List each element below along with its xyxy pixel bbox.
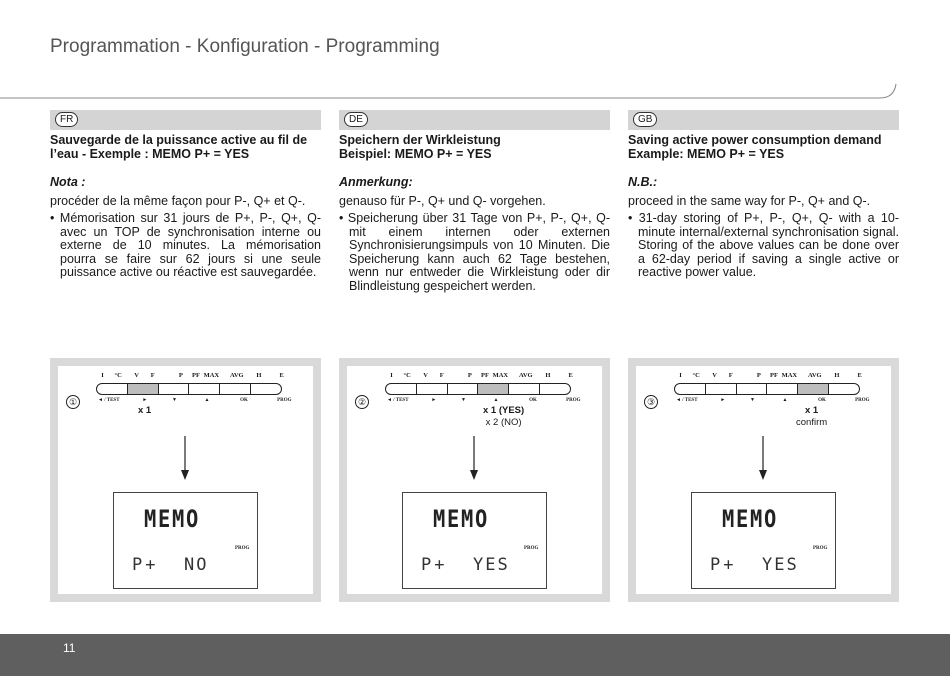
key-function-label: ◄ / TEST <box>676 398 698 403</box>
key-label: I <box>101 372 104 379</box>
keyboard-top-labels <box>676 372 862 382</box>
lcd-display <box>691 492 836 589</box>
step-panel-2 <box>339 358 610 602</box>
key[interactable] <box>386 384 417 394</box>
lcd-prog-indicator: PROG <box>813 546 828 551</box>
key-pressed[interactable] <box>478 384 509 394</box>
keypad <box>674 383 860 395</box>
lang-bar <box>628 110 899 130</box>
key-label: PF <box>770 372 778 379</box>
lcd-line-memo: MEMO <box>433 505 489 533</box>
key-function-label: ▲ <box>493 398 499 403</box>
key-label: H <box>256 372 262 379</box>
key[interactable] <box>251 384 281 394</box>
press-count: x 1 <box>804 405 819 416</box>
key-function-label: PROG <box>566 398 581 403</box>
press-count: x 1 (YES) <box>483 405 525 416</box>
key[interactable] <box>767 384 798 394</box>
key-label: MAX <box>203 372 220 379</box>
key-label: MAX <box>781 372 798 379</box>
down-arrow-icon <box>180 436 190 480</box>
key[interactable] <box>189 384 220 394</box>
key-label: E <box>279 372 284 379</box>
lcd-display <box>113 492 258 589</box>
key[interactable] <box>97 384 128 394</box>
lang-badge-gb: GB <box>633 112 657 127</box>
step-diagram <box>636 366 891 594</box>
press-count: x 1 <box>138 405 152 416</box>
key-label: E <box>568 372 573 379</box>
page-title: Programmation - Konfiguration - Programming <box>50 36 440 57</box>
key-label: H <box>545 372 551 379</box>
key-label: H <box>834 372 840 379</box>
note-label: N.B.: <box>628 175 658 189</box>
lang-badge-de: DE <box>344 112 368 127</box>
lcd-line-memo: MEMO <box>722 505 778 533</box>
key[interactable] <box>417 384 448 394</box>
key-label: °C <box>692 372 700 379</box>
column-de <box>339 110 610 294</box>
key-function-label: OK <box>240 398 248 403</box>
key-label: F <box>728 372 733 379</box>
keyboard-bottom-labels <box>676 398 870 406</box>
key-pressed[interactable] <box>798 384 829 394</box>
key[interactable] <box>220 384 251 394</box>
key-function-label: ▼ <box>461 398 466 403</box>
keyboard-top-labels <box>98 372 284 382</box>
heading-line: Sauvegarde de la puissance active au fil de <box>50 133 308 147</box>
heading-line: Speichern der Wirkleistung <box>339 133 501 147</box>
heading-line: Saving active power consumption demand <box>628 133 882 147</box>
bullet-text: • Mémorisation sur 31 jours de P+, P-, Q+, Q- avec un TOP de synchronisation interne ou externe de 10 minutes. La mémorisation pourra se faire sur 62 jours si une seule puissance active ou réactive est sauvegardée. <box>50 211 321 280</box>
key-function-label: ▲ <box>782 398 788 403</box>
lcd-value: YES <box>762 555 799 575</box>
keypad <box>385 383 571 395</box>
note-text: proceed in the same way for P-, Q+ and Q-. <box>628 194 871 208</box>
step-panel-1 <box>50 358 321 602</box>
key[interactable] <box>675 384 706 394</box>
press-note: confirm <box>796 417 828 428</box>
bullet-text: • 31-day storing of P+, P-, Q+, Q- with a 10-minute internal/external synchronisation signal. Storing of the above values can be done over a 62-day period if saving a single active or reactive power value. <box>628 211 899 280</box>
key[interactable] <box>540 384 570 394</box>
section-heading <box>628 133 899 161</box>
key-function-label: PROG <box>855 398 870 403</box>
key-pressed[interactable] <box>128 384 159 394</box>
key-label: °C <box>114 372 122 379</box>
key-label: F <box>150 372 155 379</box>
key-label: AVG <box>808 372 822 379</box>
key-label: °C <box>403 372 411 379</box>
press-instruction <box>483 405 524 429</box>
key-function-label: ▼ <box>750 398 755 403</box>
key-label: MAX <box>492 372 509 379</box>
lcd-prog-indicator: PROG <box>235 546 250 551</box>
key-label: AVG <box>230 372 244 379</box>
key-function-label: ◄ / TEST <box>387 398 409 403</box>
heading-line: Example: MEMO P+ = YES <box>628 147 785 161</box>
lang-bar <box>50 110 321 130</box>
key-label: I <box>679 372 682 379</box>
key-function-label: ► <box>431 398 437 403</box>
key[interactable] <box>159 384 190 394</box>
section-heading <box>339 133 610 161</box>
lang-badge-fr: FR <box>55 112 78 127</box>
down-arrow-icon <box>758 436 768 480</box>
lcd-prog-indicator: PROG <box>524 546 539 551</box>
keypad <box>96 383 282 395</box>
key-function-label: OK <box>818 398 826 403</box>
step-number: ② <box>355 395 369 409</box>
key-function-label: ▼ <box>172 398 177 403</box>
lcd-parameter: P+ <box>710 555 737 575</box>
key-function-label: ► <box>142 398 148 403</box>
lang-bar <box>339 110 610 130</box>
key-label: I <box>390 372 393 379</box>
step-diagram <box>58 366 313 594</box>
down-arrow-icon <box>469 436 479 480</box>
lcd-parameter: P+ <box>421 555 448 575</box>
keyboard-bottom-labels <box>387 398 581 406</box>
note-label: Nota : <box>50 175 86 189</box>
press-instruction <box>796 405 827 429</box>
key-label: V <box>134 372 139 379</box>
page-number: 11 <box>63 641 76 655</box>
keyboard-top-labels <box>387 372 573 382</box>
note-text: procéder de la même façon pour P-, Q+ et Q-. <box>50 194 306 208</box>
key-label: V <box>712 372 717 379</box>
key-label: E <box>857 372 862 379</box>
step-number: ③ <box>644 395 658 409</box>
lcd-value: YES <box>473 555 510 575</box>
key-function-label: ► <box>720 398 726 403</box>
lcd-display <box>402 492 547 589</box>
column-gb <box>628 110 899 280</box>
press-instruction <box>138 405 151 417</box>
key-function-label: ▲ <box>204 398 210 403</box>
lcd-parameter: P+ <box>132 555 159 575</box>
heading-line: Beispiel: MEMO P+ = YES <box>339 147 492 161</box>
key[interactable] <box>448 384 479 394</box>
key-label: F <box>439 372 444 379</box>
keyboard-bottom-labels <box>98 398 292 406</box>
key-label: PF <box>481 372 489 379</box>
lcd-line-memo: MEMO <box>144 505 200 533</box>
key-label: P <box>467 372 472 379</box>
note-text: genauso für P-, Q+ und Q- vorgehen. <box>339 194 546 208</box>
lcd-value: NO <box>184 555 209 575</box>
step-diagram <box>347 366 602 594</box>
key[interactable] <box>509 384 540 394</box>
step-panel-3 <box>628 358 899 602</box>
section-heading <box>50 133 321 161</box>
column-fr <box>50 110 321 280</box>
press-note: x 2 (NO) <box>485 417 522 428</box>
key[interactable] <box>737 384 768 394</box>
key-function-label: OK <box>529 398 537 403</box>
footer-bar <box>0 634 950 676</box>
key-label: P <box>178 372 183 379</box>
bullet-text: • Speicherung über 31 Tage von P+, P-, Q+, Q- mit einem internen oder externen Synchronisierungsimpuls von 10 Minuten. Die Speicherung kann auch 62 Tage bestehen, wenn nur entweder die Wirkleistung oder dir Blindleistung gespeichert werden. <box>339 211 610 293</box>
key[interactable] <box>829 384 859 394</box>
note-label: Anmerkung: <box>339 175 413 189</box>
step-number: ① <box>66 395 80 409</box>
key-label: PF <box>192 372 200 379</box>
key-label: P <box>756 372 761 379</box>
heading-line: l’eau - Exemple : MEMO P+ = YES <box>50 147 250 161</box>
key-function-label: ◄ / TEST <box>98 398 120 403</box>
key[interactable] <box>706 384 737 394</box>
key-function-label: PROG <box>277 398 292 403</box>
key-label: AVG <box>519 372 533 379</box>
key-label: V <box>423 372 428 379</box>
